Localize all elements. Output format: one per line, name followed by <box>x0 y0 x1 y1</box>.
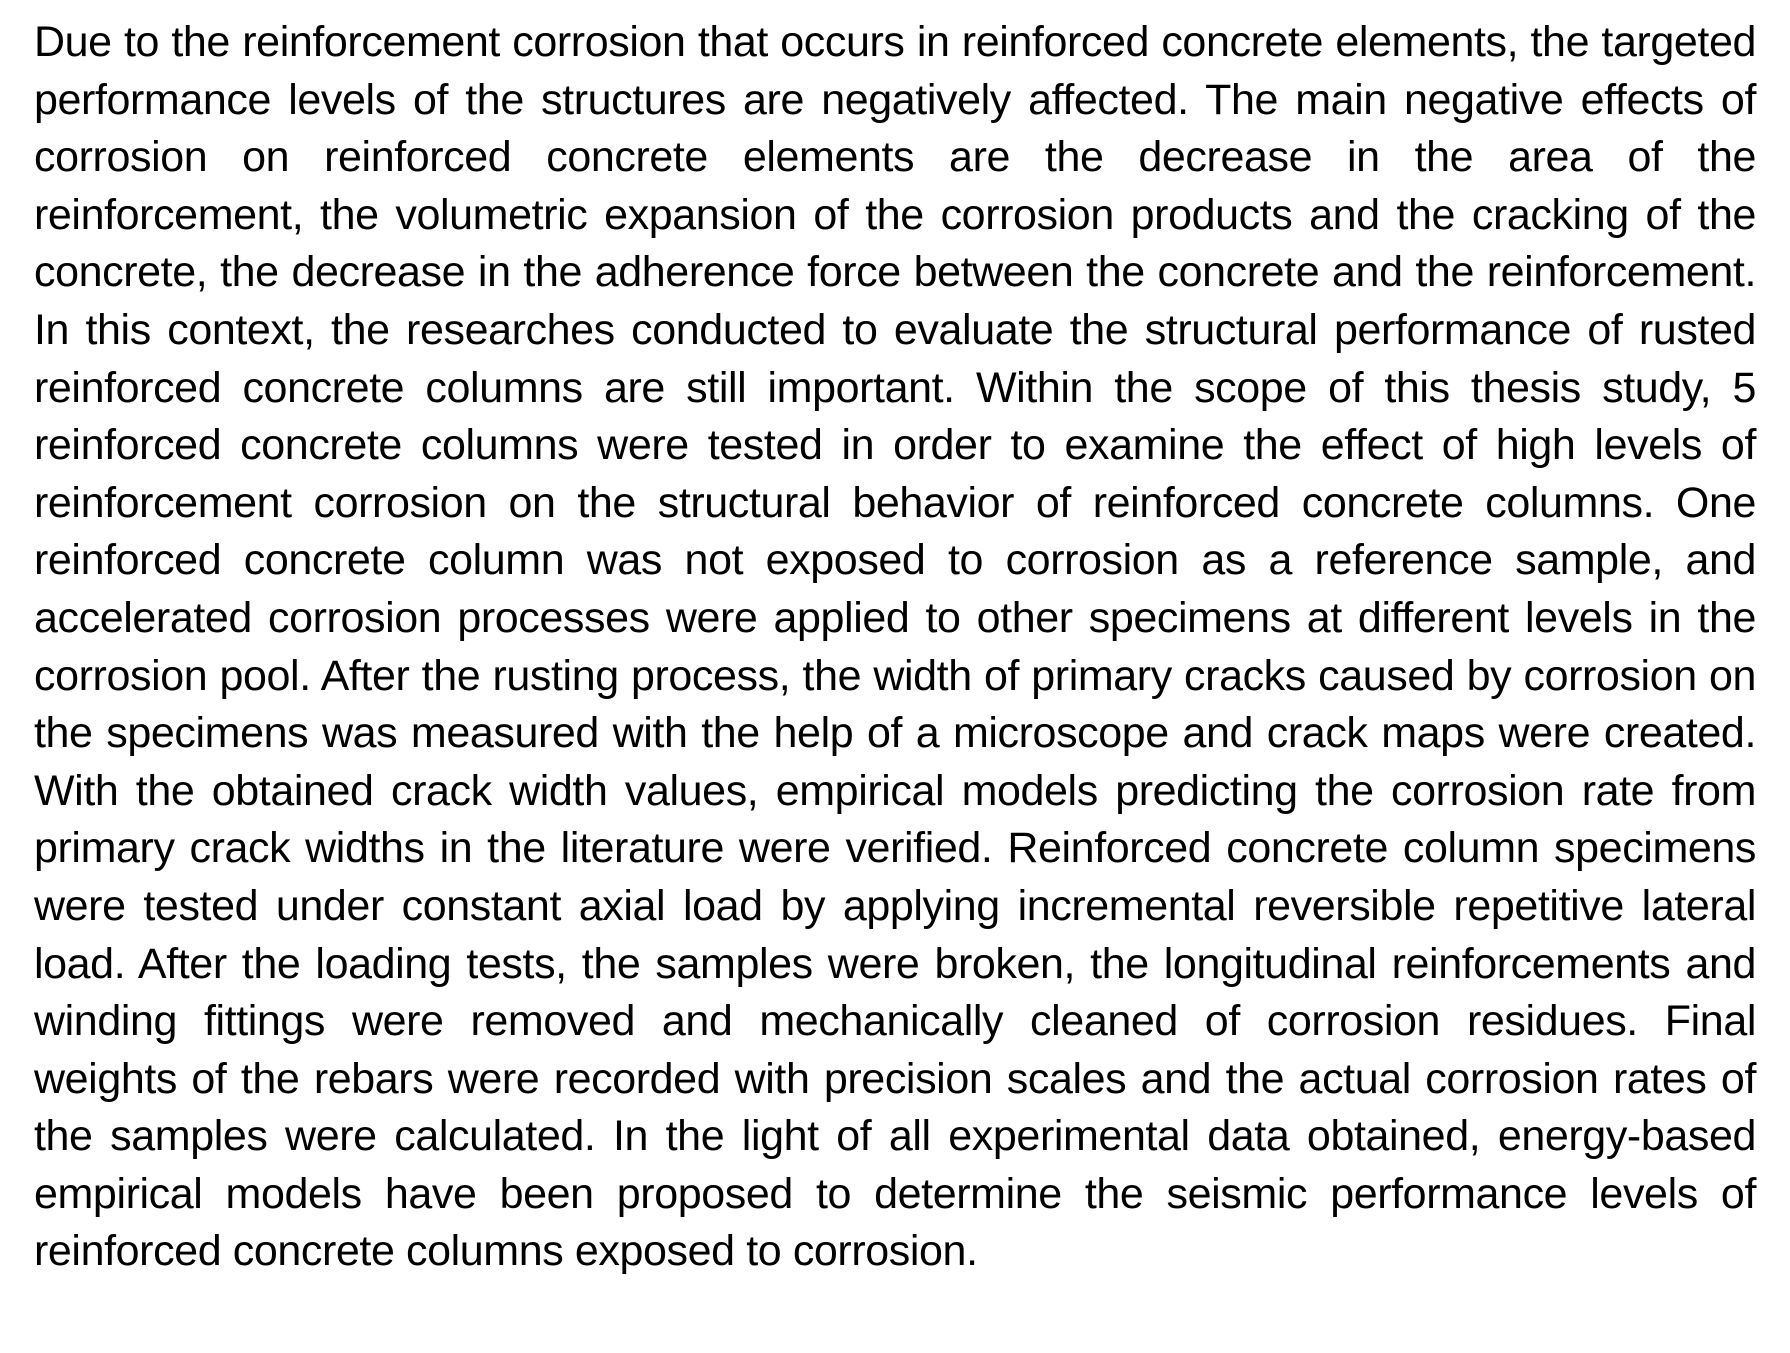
document-page <box>34 14 1756 1281</box>
abstract-paragraph: Due to the reinforcement corrosion that occurs in reinforced concrete elements, the targeted performance levels of the structures are negatively affected. The main negative effects of corrosion on reinforced concrete elements are the decrease in the area of the reinforcement, the volumetric expansion of the corrosion products and the cracking of the concrete, the decrease in the adherence force between the concrete and the reinforcement. In this context, the researches conducted to evaluate the structural performance of rusted reinforced concrete columns are still important. Within the scope of this thesis study, 5 reinforced concrete columns were tested in order to examine the effect of high levels of reinforcement corrosion on the structural behavior of reinforced concrete columns. One reinforced concrete column was not exposed to corrosion as a reference sample, and accelerated corrosion processes were applied to other specimens at different levels in the corrosion pool. After the rusting process, the width of primary cracks caused by corrosion on the specimens was measured with the help of a microscope and crack maps were created. With the obtained crack width values, empirical models predicting the corrosion rate from primary crack widths in the literature were verified. Reinforced concrete column specimens were tested under constant axial load by applying incremental reversible repetitive lateral load. After the loading tests, the samples were broken, the longitudinal reinforcements and winding fittings were removed and mechanically cleaned of corrosion residues. Final weights of the rebars were recorded with precision scales and the actual corrosion rates of the samples were calculated. In the light of all experimental data obtained, energy-based empirical models have been proposed to determine the seismic performance levels of reinforced concrete columns exposed to corrosion. <box>34 18 1756 1276</box>
